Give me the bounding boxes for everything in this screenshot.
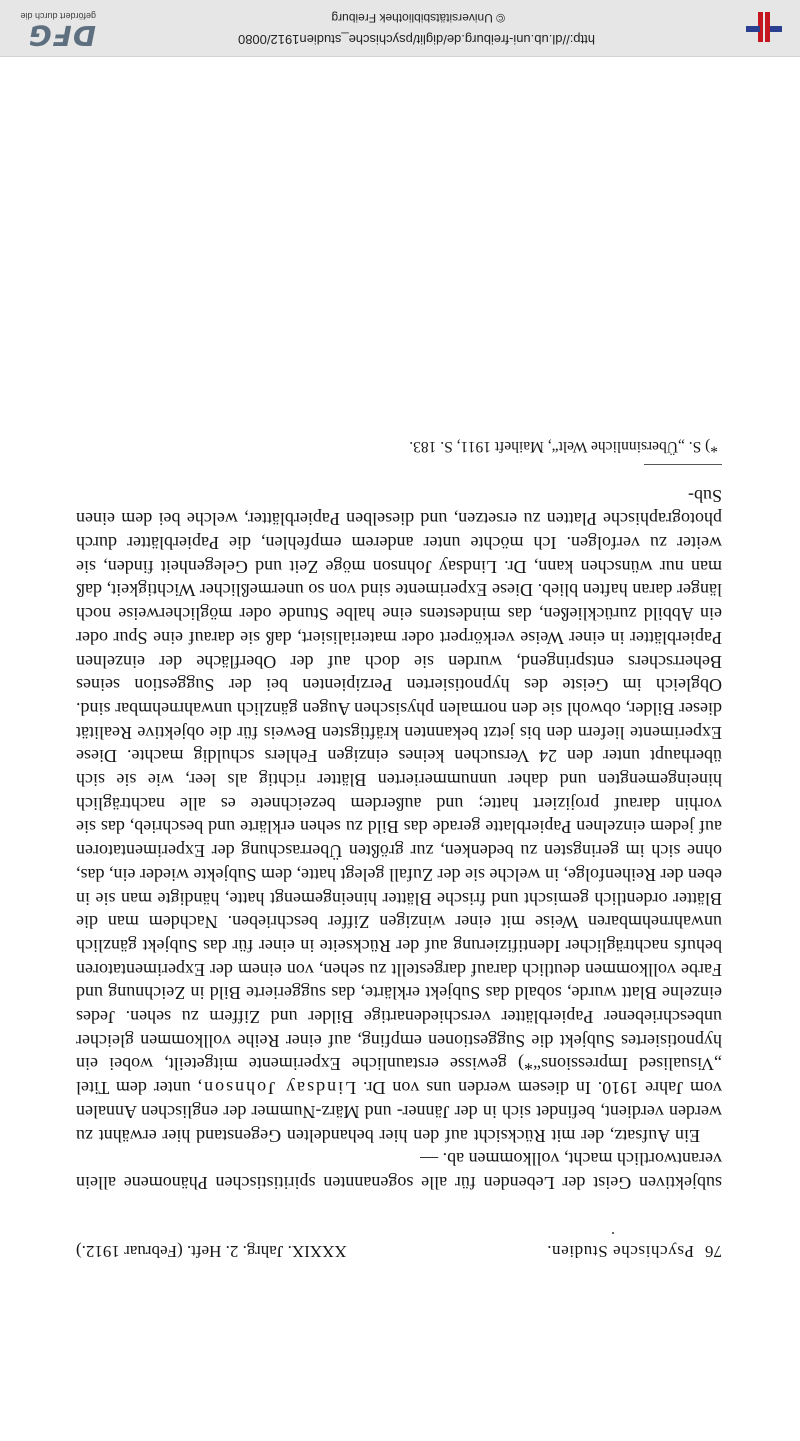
paragraph-text-part-2: , unter dem Titel „Visualised Impressions“*) gewisse erstaunliche Experimente mitgeteilt, wobei ein hypnotisiertes Subjekt die Suggestionen empfing, auf einer Reihe vollkommen gleicher unbeschriebener Papierblätter verschiedenartige Bilder und Ziffern zu sehen. Jedes einzelne Blatt wurde, sobald das Subjekt erklärte, das suggerierte Bild in Zeichnung und Farbe vollkommen deutlich darauf dargestellt zu sehen, von einem der Experimentatoren behufs nachträglicher Identifizierung auf der Rückseite in einer für das Subjekt gänzlich unwahrnehmbaren Weise mit einer winzigen Ziffer beschrieben. Nachdem man die Blätter ordentlich gemischt und frische Blätter hineingemengt hatte, händigte man sie in eben der Reihenfolge, in welche sie der Zufall gelegt hatte, dem Subjekte wieder ein, das, ohne sich im geringsten zu bedenken, zur größten Überraschung der Experimentatoren auf jedem einzelnen Papierblatte gerade das Bild zu sehen erklärte und beschrieb, das sie vorhin darauf projiziert hatte; und außerdem bezeichnete es alle nachträglich hineingemengten und daher unnummerierten Blätter richtig als leer, wie sie sich überhaupt unter den 24 Versuchen keines einzigen Fehlers schuldig machte. Diese Experimente liefern den bis jetzt bekannten kräftigsten Beweis für die objektive Realität dieser Bilder, obwohl sie den normalen physischen Augen gänzlich unwahrnehmbar sind. Obgleich im Geiste des hypnotisierten Perzipienten bei der Suggestion seines Beherrschers entspringend, wurden sie doch auf der Oberfläche der einzelnen Papierblätter in einer Weise verkörpert oder materialisiert, daß sie darauf eine Spur oder ein Abbild zurückließen, das mindestens eine halbe Stunde oder möglicherweise noch länger daran haften blieb. Diese Experimente sind von so unermeßlicher Wichtigkeit, daß man nur wünschen kann, Dr. Lindsay Johnson möge Zeit und Gelegenheit finden, sie weiter zu verfolgen. Ich möchte unter anderem empfehlen, die Papierblätter durch photographische Platten zu ersetzen, und dieselben Papierblätter, welche bei dem einen Sub- <box>76 485 722 1099</box>
journal-title: Psychische Studien. <box>546 1242 694 1261</box>
library-footer-bar <box>0 0 800 57</box>
digital-library-url[interactable]: http://dl.ub.uni-freiburg.de/diglit/psychische_studien1912/0080 <box>237 32 595 47</box>
page-number: 76 <box>705 1242 722 1261</box>
footnote: *) S. „Übersinnliche Welt“, Maiheft 1911, S. 183. <box>409 437 718 455</box>
paragraph-text-part-1: Ein Aufsatz, der mit Rücksicht auf den hier behandelten Gegenstand hier erwähnt zu werden verdient, befindet sich in der Jänner- und März-Nummer der englischen Annalen vom Jahre 1910. In diesem werden uns von Dr. <box>76 1078 722 1146</box>
copyright-notice: © Universitätsbibliothek Freiburg <box>331 11 505 25</box>
dfg-logo-subtitle: gefördert durch die <box>20 11 96 21</box>
running-header <box>76 1236 722 1266</box>
journal-page <box>76 436 722 1266</box>
page-body-text <box>76 483 722 1194</box>
footnote-divider <box>644 464 722 465</box>
dfg-logo-letters: DFG <box>27 19 96 52</box>
issue-info: XXXIX. Jahrg. 2. Heft. (Februar 1912.) <box>76 1242 347 1261</box>
paragraph-johnson-experiments <box>76 483 722 1147</box>
ub-freiburg-logo-icon <box>740 8 788 46</box>
scan-speck <box>612 1232 614 1234</box>
dfg-logo <box>10 5 96 52</box>
paragraph-continued: subjektiven Geist der Lebenden für alle sogenannten spiritistischen Phänomene allein verantwortlich macht, vollkommen ab. — <box>76 1149 722 1193</box>
author-name-spaced: Lindsay Johnson <box>202 1078 357 1099</box>
